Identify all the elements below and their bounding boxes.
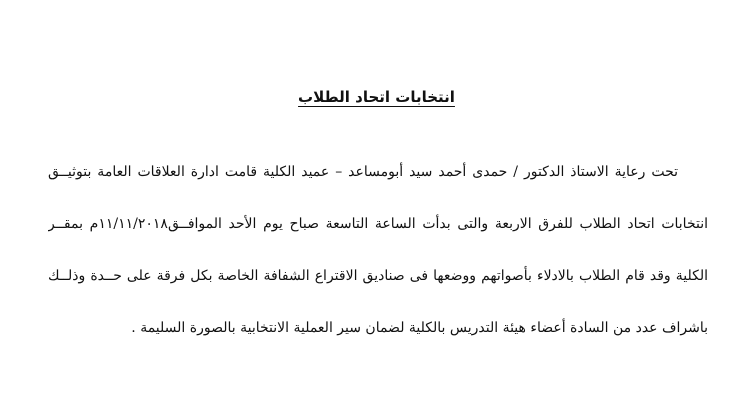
document-body: [48, 160, 708, 368]
body-line-4: باشراف عدد من السادة أعضاء هيئة التدريس بالكلية لضمان سير العملية الانتخابية بالصورة السليمة .: [131, 320, 708, 336]
body-line-3: الكلية وقد قام الطلاب بالادلاء بأصواتهم ووضعها فى صناديق الاقتراع الشفافة الخاصة بكل فرقة على حــدة وذلــك: [48, 268, 708, 284]
body-line-2: انتخابات اتحاد الطلاب للفرق الاربعة والتى بدأت الساعة التاسعة صباح يوم الأحد الموافــق١١/١١/٢٠١٨م بمقــر: [48, 216, 708, 232]
document-title: انتخابات اتحاد الطلاب: [298, 88, 455, 106]
body-line-1: تحت رعاية الاستاذ الدكتور / حمدى أحمد سيد أبومساعد – عميد الكلية قامت ادارة العلاقات العامة بتوثيــق: [48, 164, 678, 180]
